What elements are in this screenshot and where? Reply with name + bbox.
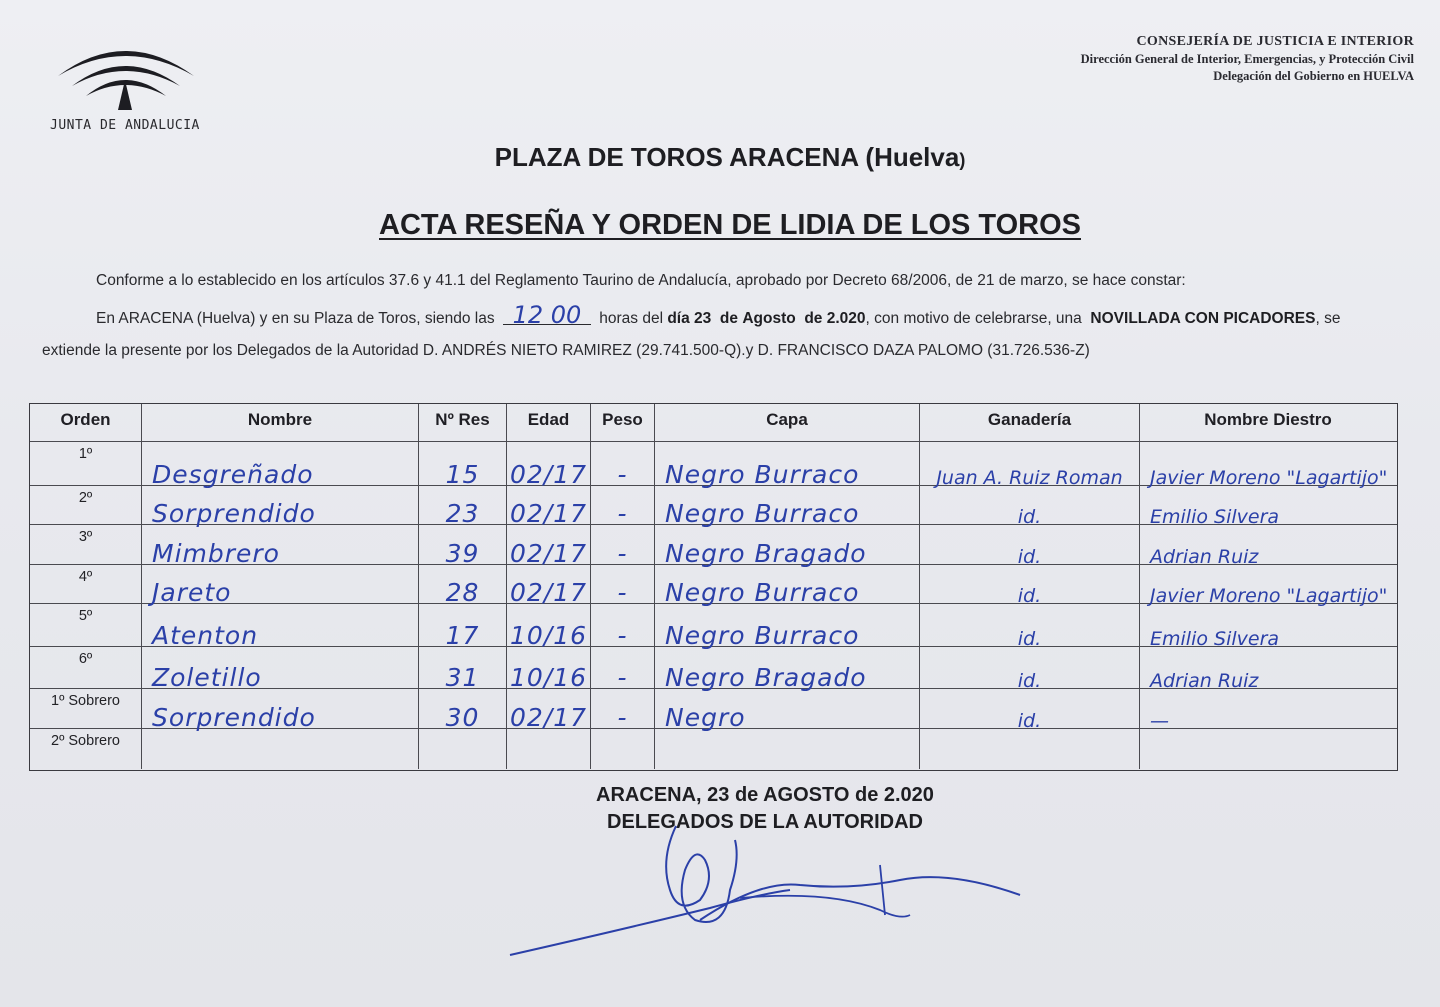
cell-orden: 4º (30, 565, 142, 603)
paragraph-2 (96, 301, 1341, 329)
lidia-table (29, 403, 1398, 771)
handwritten-diestro: Emilio Silvera (1150, 506, 1280, 528)
handwritten-ganaderia: id. (1017, 670, 1042, 692)
handwritten-ganaderia: id. (1017, 628, 1042, 650)
cell-orden: 2º Sobrero (30, 729, 142, 769)
month-value: Agosto (742, 310, 796, 327)
handwritten-res: 17 (445, 621, 480, 650)
paragraph-3: extiende la presente por los Delegados de la Autoridad D. ANDRÉS NIETO RAMIREZ (29.741.500-Q).y D. FRANCISCO DAZA PALOMO (31.726.536-Z) (42, 342, 1090, 359)
p2-c: de (719, 310, 738, 327)
paragraph-1: Conforme a lo establecido en los artículos 37.6 y 41.1 del Reglamento Taurino de Andalucía, aprobado por Decreto 68/2006, de 21 de marzo, se hace constar: (96, 272, 1186, 289)
handwritten-diestro: Javier Moreno "Lagartijo" (1150, 467, 1388, 489)
cell-res (419, 729, 507, 769)
cell-ganaderia (920, 565, 1140, 607)
cell-res (419, 525, 507, 568)
cell-orden: 1º (30, 442, 142, 485)
handwritten-edad: 02/17 (509, 499, 588, 528)
cell-edad (507, 565, 591, 607)
handwritten-diestro: Javier Moreno "Lagartijo" (1150, 585, 1388, 607)
title-main: PLAZA DE TOROS ARACENA (Huelva (494, 142, 960, 172)
handwritten-diestro: — (1150, 710, 1169, 732)
cell-diestro (1140, 525, 1396, 568)
handwritten-capa: Negro Burraco (665, 499, 860, 528)
table-row (30, 729, 1397, 769)
handwritten-ganaderia: id. (1017, 546, 1042, 568)
cell-orden: 5º (30, 604, 142, 646)
cell-diestro (1140, 565, 1396, 607)
handwritten-ganaderia: id. (1017, 506, 1042, 528)
cell-edad (507, 486, 591, 528)
place-date: ARACENA, 23 de AGOSTO de 2.020 (596, 784, 934, 806)
handwritten-res: 15 (445, 460, 480, 489)
handwritten-peso: - (617, 539, 628, 568)
handwritten-edad: 10/16 (509, 663, 588, 692)
cell-ganaderia (920, 525, 1140, 568)
cell-ganaderia (920, 442, 1140, 489)
header-capa: Capa (655, 404, 920, 441)
table-header-row (30, 404, 1397, 442)
cell-capa (655, 486, 920, 528)
cell-peso (591, 604, 655, 650)
cell-ganaderia (920, 729, 1140, 769)
p2-b: horas del (599, 310, 664, 327)
p2-f: , se (1315, 310, 1341, 327)
cell-capa (655, 565, 920, 607)
handwritten-diestro: Adrian Ruiz (1150, 670, 1259, 692)
handwritten-res: 39 (445, 539, 480, 568)
handwritten-capa: Negro Burraco (665, 460, 860, 489)
handwritten-nombre: Desgreñado (152, 460, 314, 489)
handwritten-capa: Negro Bragado (665, 663, 867, 692)
agency-line-3: Delegación del Gobierno en HUELVA (1213, 69, 1414, 83)
handwritten-nombre: Atenton (152, 621, 259, 650)
cell-nombre (142, 647, 419, 692)
table-row (30, 689, 1397, 732)
delegate-signature (500, 820, 1060, 970)
cell-res (419, 647, 507, 692)
event-type: NOVILLADA CON PICADORES (1090, 310, 1316, 327)
handwritten-capa: Negro Burraco (665, 621, 860, 650)
cell-diestro (1140, 647, 1396, 692)
cell-res (419, 442, 507, 489)
handwritten-ganaderia: id. (1017, 710, 1042, 732)
cell-diestro (1140, 604, 1396, 650)
delegates-label: DELEGADOS DE LA AUTORIDAD (607, 811, 923, 833)
cell-capa (655, 729, 920, 769)
cell-peso (591, 565, 655, 607)
handwritten-capa: Negro (665, 703, 746, 732)
handwritten-res: 28 (445, 578, 480, 607)
handwritten-nombre: Sorprendido (152, 499, 316, 528)
handwritten-nombre: Zoletillo (152, 663, 262, 692)
agency-line-1: CONSEJERÍA DE JUSTICIA E INTERIOR (1136, 34, 1414, 49)
cell-nombre (142, 525, 419, 568)
cell-orden: 6º (30, 647, 142, 688)
cell-edad (507, 689, 591, 732)
cell-capa (655, 689, 920, 732)
handwritten-res: 31 (445, 663, 480, 692)
agency-line-2: Dirección General de Interior, Emergencias, y Protección Civil (1080, 52, 1414, 66)
cell-ganaderia (920, 689, 1140, 732)
table-row (30, 525, 1397, 568)
cell-res (419, 689, 507, 732)
handwritten-peso: - (617, 621, 628, 650)
cell-nombre (142, 442, 419, 489)
handwritten-peso: - (617, 460, 628, 489)
p2-e: , con motivo de celebrarse, una (865, 310, 1082, 327)
cell-ganaderia (920, 604, 1140, 650)
table-row (30, 647, 1397, 692)
day-value: día 23 (667, 310, 712, 327)
cell-peso (591, 647, 655, 692)
cell-capa (655, 647, 920, 692)
table-row (30, 442, 1397, 489)
handwritten-edad: 02/17 (509, 578, 588, 607)
handwritten-edad: 02/17 (509, 460, 588, 489)
handwritten-res: 23 (445, 499, 480, 528)
handwritten-edad: 02/17 (509, 539, 588, 568)
cell-peso (591, 729, 655, 769)
table-row (30, 565, 1397, 607)
table-row (30, 486, 1397, 528)
p2-a: En ARACENA (Huelva) y en su Plaza de Toros, siendo las (96, 310, 495, 327)
cell-peso (591, 486, 655, 528)
junta-emblem-icon (50, 36, 200, 116)
handwritten-nombre: Mimbrero (152, 539, 280, 568)
cell-nombre (142, 604, 419, 650)
cell-capa (655, 604, 920, 650)
title-paren: ) (959, 150, 966, 170)
cell-nombre (142, 486, 419, 528)
cell-res (419, 565, 507, 607)
handwritten-diestro: Emilio Silvera (1150, 628, 1280, 650)
logo-text: JUNTA DE ANDALUCIA (50, 118, 200, 133)
page-title (0, 142, 1440, 173)
handwritten-peso: - (617, 703, 628, 732)
cell-edad (507, 442, 591, 489)
cell-diestro (1140, 486, 1396, 528)
cell-edad (507, 604, 591, 650)
table-row (30, 604, 1397, 650)
cell-diestro (1140, 442, 1396, 489)
p2-d: de (804, 310, 823, 327)
cell-edad (507, 729, 591, 769)
cell-orden: 2º (30, 486, 142, 524)
handwritten-ganaderia: id. (1017, 585, 1042, 607)
header-nombre: Nombre (142, 404, 419, 441)
cell-res (419, 604, 507, 650)
cell-capa (655, 442, 920, 489)
handwritten-nombre: Sorprendido (152, 703, 316, 732)
page-subtitle: ACTA RESEÑA Y ORDEN DE LIDIA DE LOS TOROS (379, 209, 1081, 241)
header-edad: Edad (507, 404, 591, 441)
agency-header (1081, 34, 1414, 84)
handwritten-edad: 10/16 (509, 621, 588, 650)
cell-peso (591, 689, 655, 732)
handwritten-peso: - (617, 663, 628, 692)
header-ganaderia: Ganadería (920, 404, 1140, 441)
cell-diestro (1140, 729, 1396, 769)
handwritten-diestro: Adrian Ruiz (1150, 546, 1259, 568)
cell-edad (507, 525, 591, 568)
handwritten-capa: Negro Burraco (665, 578, 860, 607)
hour-field: 12 00 (503, 306, 591, 325)
handwritten-nombre: Jareto (152, 578, 232, 607)
header-orden: Orden (30, 404, 142, 441)
handwritten-peso: - (617, 578, 628, 607)
handwritten-peso: - (617, 499, 628, 528)
year-value: 2.020 (826, 310, 866, 327)
handwritten-ganaderia: Juan A. Ruiz Roman (936, 467, 1123, 489)
cell-capa (655, 525, 920, 568)
cell-ganaderia (920, 486, 1140, 528)
cell-nombre (142, 729, 419, 769)
cell-nombre (142, 565, 419, 607)
cell-diestro (1140, 689, 1396, 732)
handwritten-res: 30 (445, 703, 480, 732)
cell-peso (591, 442, 655, 489)
cell-orden: 1º Sobrero (30, 689, 142, 728)
cell-res (419, 486, 507, 528)
cell-orden: 3º (30, 525, 142, 564)
cell-ganaderia (920, 647, 1140, 692)
header-res: Nº Res (419, 404, 507, 441)
header-diestro: Nombre Diestro (1204, 410, 1332, 429)
cell-nombre (142, 689, 419, 732)
junta-logo (44, 36, 214, 146)
handwritten-edad: 02/17 (509, 703, 588, 732)
handwritten-capa: Negro Bragado (665, 539, 867, 568)
cell-peso (591, 525, 655, 568)
header-peso: Peso (591, 404, 655, 441)
cell-edad (507, 647, 591, 692)
